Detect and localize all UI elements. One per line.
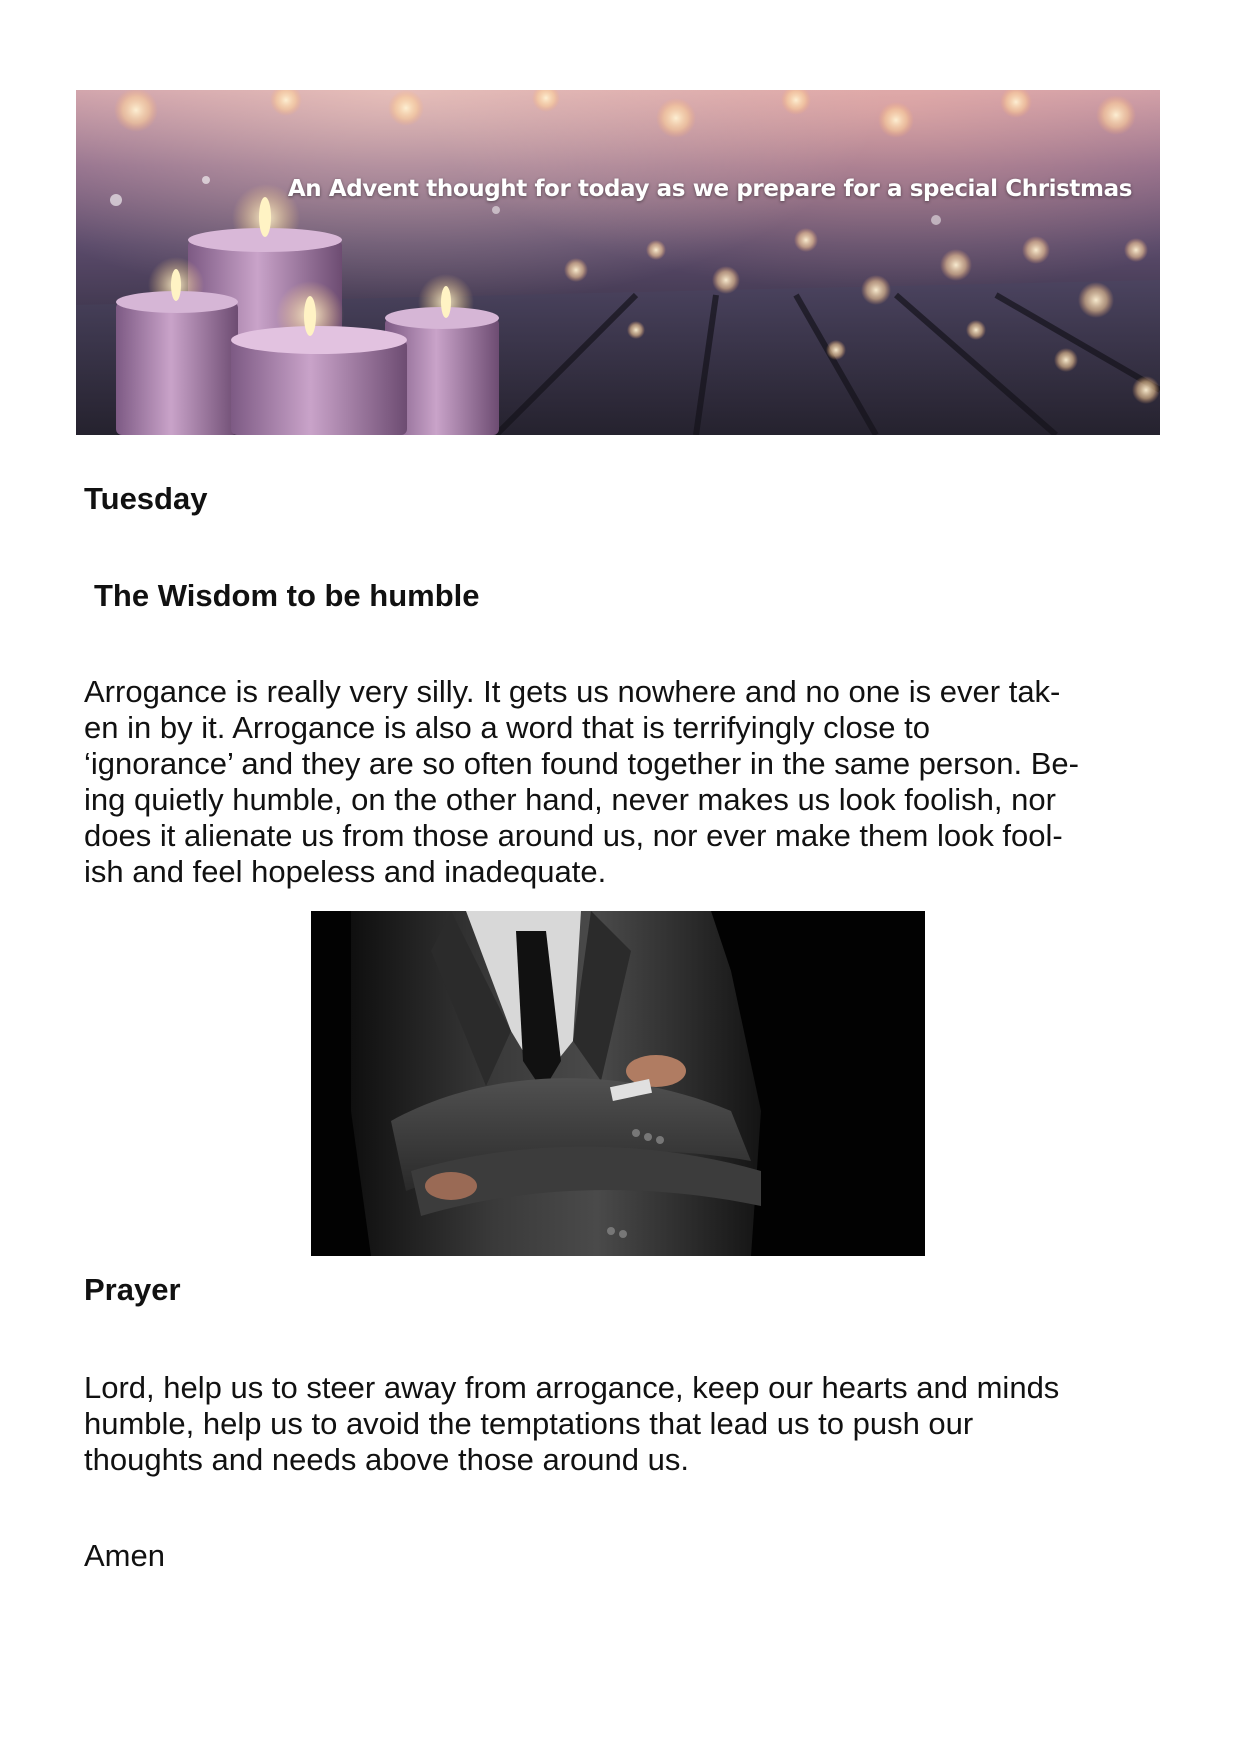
advent-candles-image [76, 90, 1160, 435]
closing-amen: Amen [84, 1538, 165, 1573]
reflection-paragraph [84, 674, 1079, 890]
prayer-line: humble, help us to avoid the temptations that lead us to push our [84, 1406, 974, 1441]
day-heading: Tuesday [84, 481, 208, 516]
man-in-suit-image [311, 911, 925, 1256]
prayer-line: thoughts and needs above those around us. [84, 1442, 689, 1477]
suit-illustration [311, 911, 925, 1256]
paragraph-line: does it alienate us from those around us, nor ever make them look fool- [84, 818, 1063, 853]
paragraph-line: ish and feel hopeless and inadequate. [84, 854, 607, 889]
paragraph-line: ‘ignorance’ and they are so often found together in the same person. Be- [84, 746, 1079, 781]
paragraph-line: ing quietly humble, on the other hand, never makes us look foolish, nor [84, 782, 1056, 817]
reflection-title: The Wisdom to be humble [94, 578, 480, 613]
header-banner [76, 90, 1160, 435]
banner-caption: An Advent thought for today as we prepare for a special Christmas [287, 176, 1132, 202]
paragraph-line: en in by it. Arrogance is also a word that is terrifyingly close to [84, 710, 931, 745]
prayer-paragraph [84, 1370, 1059, 1478]
prayer-line: Lord, help us to steer away from arrogance, keep our hearts and minds [84, 1370, 1060, 1405]
prayer-heading: Prayer [84, 1272, 181, 1307]
paragraph-line: Arrogance is really very silly. It gets us nowhere and no one is ever tak- [84, 674, 1061, 709]
